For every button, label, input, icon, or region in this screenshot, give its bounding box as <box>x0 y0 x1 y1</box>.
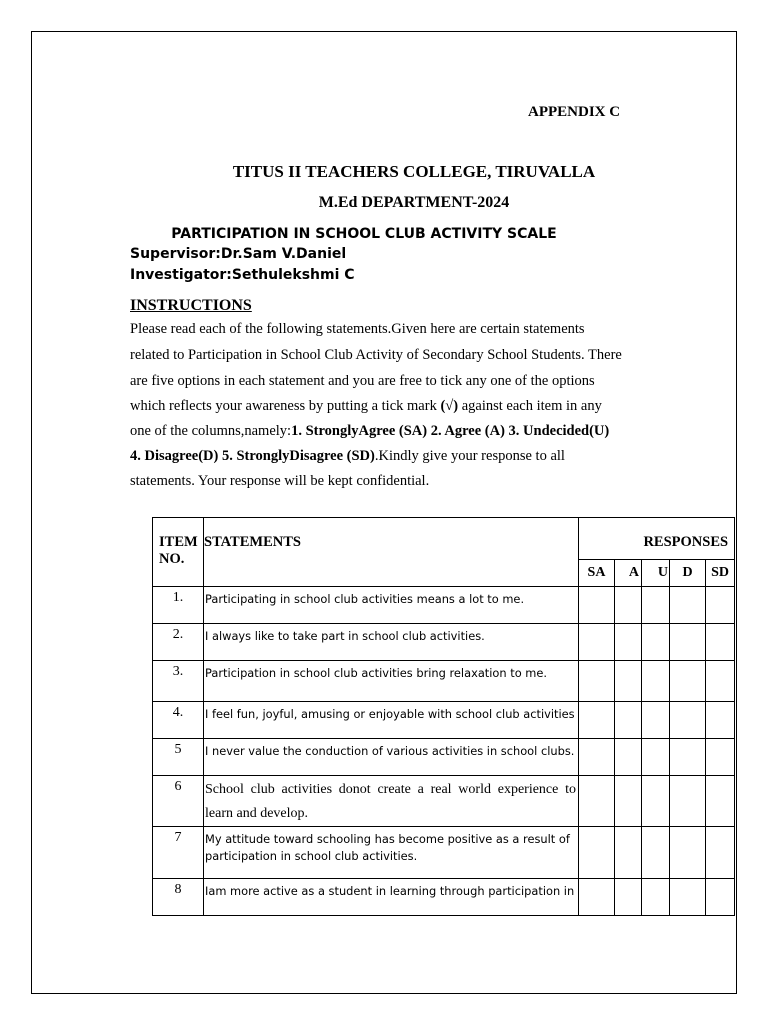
response-cell-d[interactable] <box>670 739 706 776</box>
option-header-sa: SA <box>579 560 615 587</box>
option-header-d: D <box>670 560 706 587</box>
instructions-text: one of the columns,namely: <box>130 423 292 439</box>
response-cell-sa[interactable] <box>579 826 615 878</box>
response-cell-sd[interactable] <box>706 826 735 878</box>
response-cell-a[interactable] <box>615 776 642 827</box>
option-header-sd: SD <box>706 560 735 587</box>
instructions-text: against each item in any <box>458 398 602 414</box>
response-cell-a[interactable] <box>615 624 642 661</box>
response-cell-d[interactable] <box>670 587 706 624</box>
option-header-u: U <box>642 560 670 587</box>
statement-text: My attitude toward schooling has become positive as a result of participation in school club activities. <box>204 826 579 878</box>
item-number: 2. <box>153 624 204 661</box>
instructions-line: related to Participation in School Club Activity of Secondary School Students. There <box>130 347 622 363</box>
scale-title: PARTICIPATION IN SCHOOL CLUB ACTIVITY SCALE <box>171 226 557 242</box>
instructions-line <box>130 448 565 465</box>
response-cell-d[interactable] <box>670 702 706 739</box>
table-row <box>153 587 735 624</box>
item-number: 6 <box>153 776 204 827</box>
statement-text: Participation in school club activities bring relaxation to me. <box>204 661 579 702</box>
response-cell-sd[interactable] <box>706 624 735 661</box>
response-cell-u[interactable] <box>642 661 670 702</box>
response-cell-a[interactable] <box>615 587 642 624</box>
response-cell-sd[interactable] <box>706 661 735 702</box>
instructions-line: are five options in each statement and you are free to tick any one of the options <box>130 373 595 389</box>
response-cell-u[interactable] <box>642 739 670 776</box>
item-number: 7 <box>153 826 204 878</box>
response-cell-a[interactable] <box>615 826 642 878</box>
response-cell-sd[interactable] <box>706 739 735 776</box>
response-cell-u[interactable] <box>642 776 670 827</box>
table-row <box>153 826 735 878</box>
table-row <box>153 661 735 702</box>
response-options-text: 4. Disagree(D) 5. StronglyDisagree (SD) <box>130 448 375 464</box>
item-number: 8 <box>153 878 204 915</box>
statement-text: Iam more active as a student in learning through participation in <box>204 878 579 915</box>
response-cell-sd[interactable] <box>706 776 735 827</box>
response-cell-sa[interactable] <box>579 739 615 776</box>
instructions-line <box>130 423 609 440</box>
response-cell-a[interactable] <box>615 661 642 702</box>
appendix-label: APPENDIX C <box>528 104 621 120</box>
statement-text: Participating in school club activities means a lot to me. <box>204 587 579 624</box>
instructions-line: statements. Your response will be kept confidential. <box>130 473 430 489</box>
supervisor: Supervisor:Dr.Sam V.Daniel <box>130 246 347 262</box>
response-cell-sd[interactable] <box>706 702 735 739</box>
tick-mark-symbol: (√) <box>440 398 459 414</box>
column-header-statements: STATEMENTS <box>204 518 579 587</box>
table-row <box>153 739 735 776</box>
response-cell-sa[interactable] <box>579 776 615 827</box>
option-header-a: A <box>615 560 642 587</box>
instructions-line <box>130 398 602 415</box>
response-cell-d[interactable] <box>670 776 706 827</box>
item-number: 1. <box>153 587 204 624</box>
item-number: 4. <box>153 702 204 739</box>
statement-text: I never value the conduction of various activities in school clubs. <box>204 739 579 776</box>
item-number: 5 <box>153 739 204 776</box>
department: M.Ed DEPARTMENT-2024 <box>318 194 510 211</box>
statement-text: School club activities donot create a real world experience to learn and develop. <box>204 776 579 827</box>
response-cell-sd[interactable] <box>706 878 735 915</box>
response-cell-u[interactable] <box>642 702 670 739</box>
column-header-responses: RESPONSES <box>579 518 735 560</box>
response-cell-d[interactable] <box>670 826 706 878</box>
survey-table <box>152 517 735 916</box>
response-cell-u[interactable] <box>642 587 670 624</box>
response-cell-a[interactable] <box>615 702 642 739</box>
table-row <box>153 624 735 661</box>
response-cell-u[interactable] <box>642 826 670 878</box>
table-row <box>153 878 735 915</box>
response-cell-sa[interactable] <box>579 624 615 661</box>
response-cell-sa[interactable] <box>579 587 615 624</box>
response-cell-sa[interactable] <box>579 878 615 915</box>
college-name: TITUS II TEACHERS COLLEGE, TIRUVALLA <box>232 162 596 181</box>
item-number: 3. <box>153 661 204 702</box>
instructions-heading: INSTRUCTIONS <box>130 297 252 314</box>
instructions-text: .Kindly give your response to all <box>374 448 565 464</box>
instructions-text: which reflects your awareness by putting a tick mark <box>130 398 441 414</box>
response-cell-sd[interactable] <box>706 587 735 624</box>
table-row <box>153 702 735 739</box>
investigator: Investigator:Sethulekshmi C <box>130 267 355 283</box>
instructions-line: Please read each of the following statements.Given here are certain statements <box>130 321 585 337</box>
response-cell-d[interactable] <box>670 624 706 661</box>
response-cell-u[interactable] <box>642 878 670 915</box>
statement-text: I always like to take part in school club activities. <box>204 624 579 661</box>
response-cell-sa[interactable] <box>579 702 615 739</box>
response-cell-sa[interactable] <box>579 661 615 702</box>
response-cell-d[interactable] <box>670 878 706 915</box>
table-row <box>153 776 735 827</box>
response-cell-a[interactable] <box>615 739 642 776</box>
response-options-text: 1. StronglyAgree (SA) 2. Agree (A) 3. Undecided(U) <box>291 423 610 439</box>
response-cell-u[interactable] <box>642 624 670 661</box>
response-cell-d[interactable] <box>670 661 706 702</box>
response-cell-a[interactable] <box>615 878 642 915</box>
statement-text: I feel fun, joyful, amusing or enjoyable with school club activities <box>204 702 579 739</box>
column-header-item-no: ITEM NO. <box>153 518 204 587</box>
